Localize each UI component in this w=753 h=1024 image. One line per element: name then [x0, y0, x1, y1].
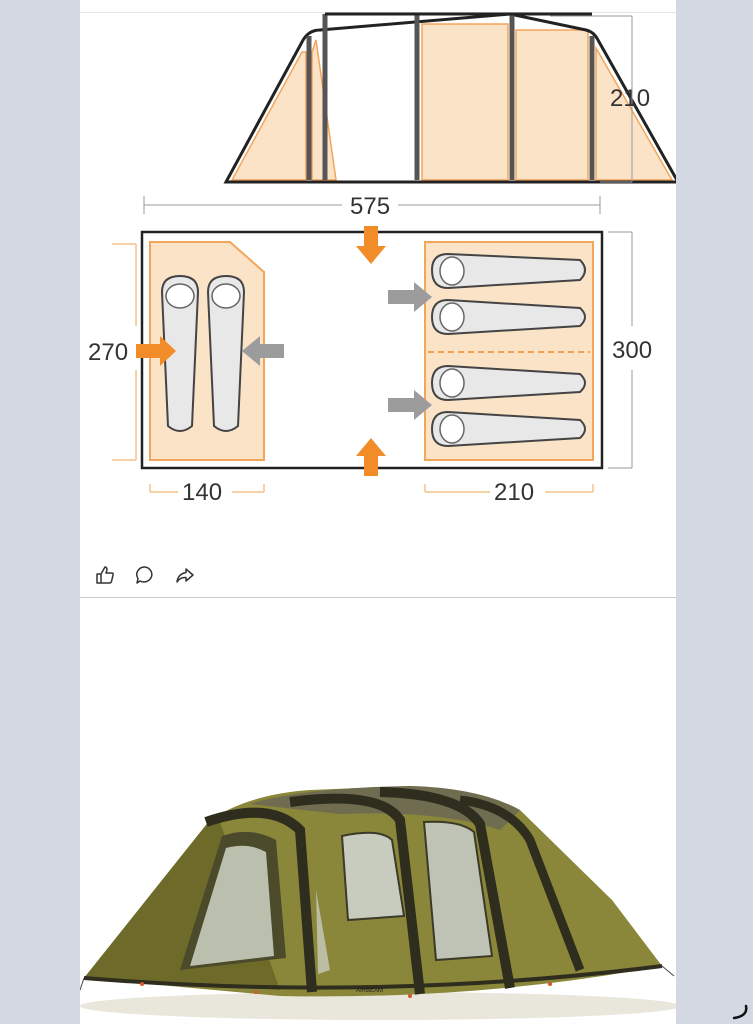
tent-floor-plan: [136, 226, 602, 476]
thumbs-up-icon: [95, 565, 115, 585]
post-card: [80, 0, 676, 1024]
depth-dimension-right: [608, 232, 652, 468]
length-label: 575: [350, 193, 391, 220]
post-actions: [94, 564, 196, 586]
like-button[interactable]: [94, 564, 116, 586]
left-room-width-label: 140: [182, 479, 223, 506]
comment-icon: [135, 565, 155, 585]
right-room-width-label: 210: [494, 479, 535, 506]
depth-left-label: 270: [88, 339, 129, 366]
left-room-width-dimension: [150, 479, 264, 506]
height-label: 210: [610, 85, 651, 112]
depth-right-label: 300: [612, 337, 653, 364]
depth-dimension-left: [88, 244, 136, 460]
sleeping-bag: [208, 276, 244, 431]
share-icon: [175, 565, 195, 585]
right-room-width-dimension: [425, 479, 593, 506]
tent-photo[interactable]: [80, 770, 676, 1024]
loading-spinner-icon: [728, 1000, 750, 1022]
share-button[interactable]: [174, 564, 196, 586]
comment-button[interactable]: [134, 564, 156, 586]
tent-floorplan-diagram: [80, 0, 676, 520]
tent-elevation: [226, 14, 676, 182]
svg-text:AIRBEAM: AIRBEAM: [356, 988, 384, 994]
length-dimension: [144, 193, 600, 220]
post-divider: [80, 597, 676, 598]
